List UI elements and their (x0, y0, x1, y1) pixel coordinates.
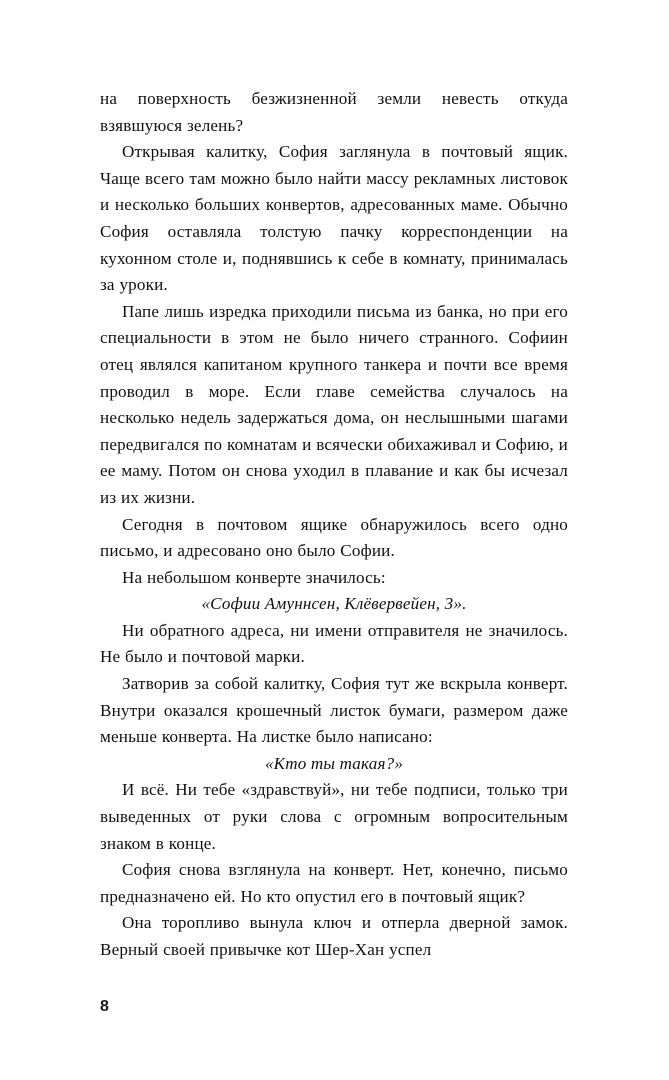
paragraph: Она торопливо вынула ключ и отперла дверной замок. Верный своей привычке кот Шер-Хан успел (100, 913, 568, 959)
paragraph: Ни обратного адреса, ни имени отправителя не значилось. Не было и почтовой марки. (100, 620, 568, 667)
paragraph: На небольшом конверте значилось: (122, 567, 386, 587)
paragraph-continuation: на поверхность безжизненной земли невесть откуда взявшуюся зелень? (100, 89, 568, 135)
paragraph: Затворив за собой калитку, София тут же вскрыла конверт. Внутри оказался крошечный листок бумаги, размером даже меньше конверта. На листке было написано: (100, 674, 568, 747)
quoted-note-question: «Кто ты такая?» (264, 753, 404, 773)
paragraph: София снова взглянула на конверт. Нет, конечно, письмо предназначено ей. Но кто опустил его в почтовый ящик? (100, 860, 568, 906)
paragraph: И всё. Ни тебе «здравствуй», ни тебе подписи, только три выведенных от руки слова с огромным вопросительным знаком в конце. (100, 780, 568, 853)
page-text-block (100, 86, 568, 964)
paragraph: Сегодня в почтовом ящике обнаружилось всего одно письмо, и адресовано оно было Софии. (100, 514, 568, 561)
quoted-envelope-address: «Софии Амуннсен, Клёвервейен, 3». (201, 594, 467, 614)
paragraph: Папе лишь изредка приходили письма из банка, но при его специальности в этом не было ничего странного. Софиин отец являлся капитаном крупного танкера и почти все время проводил в море. Если главе семейства случалось на несколько недель задержаться дома, он неслышными шагами передвигался по комнатам и всячески обихаживал и Софию, и ее маму. Потом он снова уходил в плавание и как бы исчезал из их жизни. (100, 301, 568, 507)
paragraph: Открывая калитку, София заглянула в почтовый ящик. Чаще всего там можно было найти массу рекламных листовок и несколько больших конвертов, адресованных маме. Обычно София оставляла толстую пачку корреспонденции на кухонном столе и, поднявшись к себе в комнату, принималась за уроки. (100, 142, 568, 295)
page-number: 8 (100, 998, 109, 1015)
